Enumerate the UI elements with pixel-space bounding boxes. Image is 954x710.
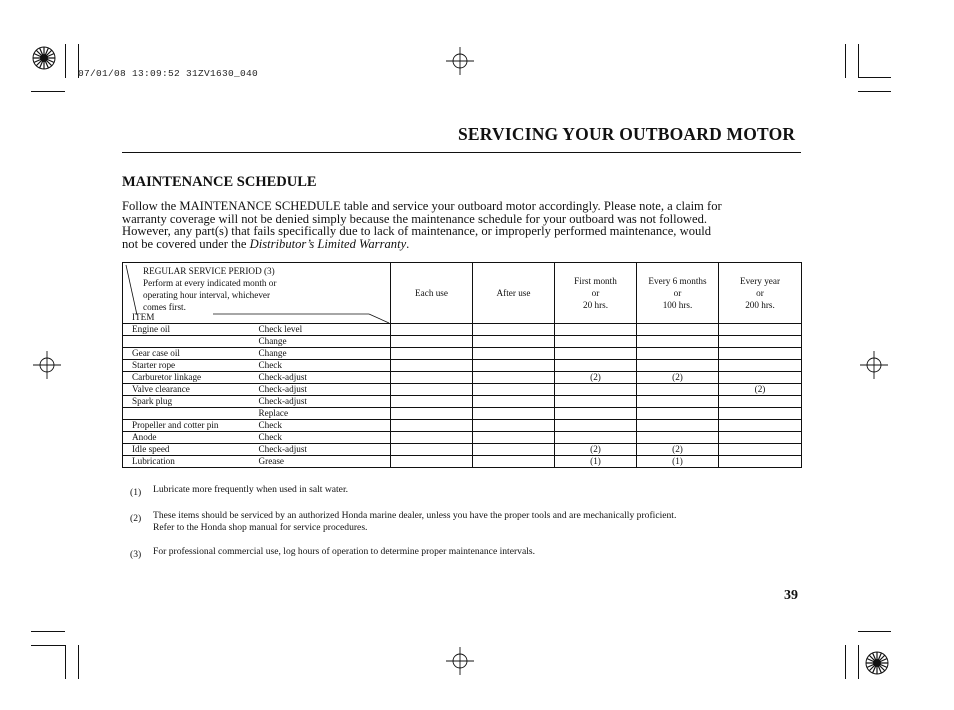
interval-cell — [473, 348, 555, 360]
interval-cell: (2) — [637, 444, 719, 456]
action-cell: Check-adjust — [257, 372, 391, 384]
interval-cell — [391, 324, 473, 336]
action-cell: Check-adjust — [257, 444, 391, 456]
table-row — [123, 432, 802, 444]
interval-cell — [719, 420, 802, 432]
table-row — [123, 456, 802, 468]
print-target-top-left-icon — [31, 45, 57, 71]
interval-cell — [719, 336, 802, 348]
interval-cell — [391, 336, 473, 348]
footnote-number: (1) — [130, 487, 142, 498]
footnote: (1) Lubricate more frequently when used in salt water. — [130, 484, 349, 498]
action-cell: Check-adjust — [257, 384, 391, 396]
action-cell: Replace — [257, 408, 391, 420]
action-cell: Check-adjust — [257, 396, 391, 408]
interval-cell — [391, 360, 473, 372]
interval-cell — [555, 396, 637, 408]
item-cell: Gear case oil — [123, 348, 257, 360]
item-label: ITEM — [132, 312, 155, 322]
interval-cell — [391, 432, 473, 444]
interval-cell: (1) — [637, 456, 719, 468]
header-rule — [122, 152, 801, 153]
item-cell — [123, 408, 257, 420]
interval-cell — [473, 444, 555, 456]
interval-cell — [391, 408, 473, 420]
warranty-title: Distributor’s Limited Warranty — [249, 236, 407, 251]
item-cell: Starter rope — [123, 360, 257, 372]
intro-line: warranty coverage will not be denied simply because the maintenance schedule for your outboard was not followed. — [122, 211, 708, 226]
interval-cell — [719, 396, 802, 408]
print-target-bottom-right-icon — [864, 650, 890, 676]
interval-cell: (2) — [719, 384, 802, 396]
action-cell: Check level — [257, 324, 391, 336]
table-row — [123, 360, 802, 372]
footnote-number: (2) — [130, 513, 142, 524]
registration-mark-bottom-icon — [446, 647, 474, 675]
interval-cell — [637, 432, 719, 444]
interval-cell — [555, 360, 637, 372]
interval-cell — [555, 408, 637, 420]
action-cell: Grease — [257, 456, 391, 468]
action-cell: Check — [257, 420, 391, 432]
table-row — [123, 324, 802, 336]
interval-cell: (2) — [637, 372, 719, 384]
intro-paragraph — [122, 200, 804, 250]
interval-cell — [391, 456, 473, 468]
interval-cell — [555, 420, 637, 432]
item-cell: Lubrication — [123, 456, 257, 468]
item-cell: Idle speed — [123, 444, 257, 456]
item-cell: Spark plug — [123, 396, 257, 408]
interval-cell — [719, 444, 802, 456]
interval-cell: (2) — [555, 372, 637, 384]
table-row — [123, 384, 802, 396]
item-cell: Anode — [123, 432, 257, 444]
interval-cell — [391, 348, 473, 360]
interval-cell — [473, 456, 555, 468]
interval-cell — [473, 384, 555, 396]
interval-cell — [637, 384, 719, 396]
interval-cell — [473, 360, 555, 372]
print-stamp: 07/01/08 13:09:52 31ZV1630_040 — [78, 68, 259, 79]
interval-cell — [637, 360, 719, 372]
page-header-title: SERVICING YOUR OUTBOARD MOTOR — [458, 124, 796, 144]
interval-cell — [391, 396, 473, 408]
interval-cell — [391, 384, 473, 396]
footnote-number: (3) — [130, 549, 142, 560]
interval-cell — [391, 444, 473, 456]
table-row — [123, 396, 802, 408]
interval-cell — [555, 336, 637, 348]
registration-mark-left-icon — [33, 351, 61, 379]
registration-mark-top-icon — [446, 47, 474, 75]
intro-line: However, any part(s) that fails specifically due to lack of maintenance, or improperly performed maintenance, would — [122, 224, 712, 239]
interval-cell — [391, 372, 473, 384]
interval-cell — [555, 384, 637, 396]
interval-cell — [473, 420, 555, 432]
table-row — [123, 408, 802, 420]
maintenance-schedule-table — [122, 262, 802, 468]
column-header: Every 6 months or 100 hrs. — [637, 263, 719, 324]
column-header: After use — [473, 263, 555, 324]
table-row — [123, 336, 802, 348]
service-period-header — [123, 263, 391, 324]
footnotes — [130, 484, 800, 570]
column-header: Each use — [391, 263, 473, 324]
table-row — [123, 372, 802, 384]
interval-cell — [473, 396, 555, 408]
table-row — [123, 348, 802, 360]
table-header-row — [123, 263, 802, 324]
interval-cell — [473, 336, 555, 348]
interval-cell — [555, 432, 637, 444]
interval-cell — [555, 324, 637, 336]
interval-cell — [719, 348, 802, 360]
item-cell: Propeller and cotter pin — [123, 420, 257, 432]
interval-cell — [719, 324, 802, 336]
service-period-text: REGULAR SERVICE PERIOD (3) Perform at every indicated month or operating hour interval, whichever comes first. — [143, 266, 277, 312]
intro-line: Follow the MAINTENANCE SCHEDULE table and service your outboard motor accordingly. Please note, a claim for — [122, 199, 722, 213]
action-cell: Change — [257, 348, 391, 360]
item-cell: Engine oil — [123, 324, 257, 336]
intro-line: not be covered under the Distributor’s Limited Warranty. — [122, 236, 410, 251]
interval-cell — [555, 348, 637, 360]
interval-cell — [637, 324, 719, 336]
interval-cell — [637, 396, 719, 408]
interval-cell — [473, 372, 555, 384]
interval-cell — [719, 360, 802, 372]
interval-cell — [719, 456, 802, 468]
interval-cell — [473, 432, 555, 444]
section-title: MAINTENANCE SCHEDULE — [122, 174, 317, 190]
action-cell: Check — [257, 360, 391, 372]
interval-cell: (2) — [555, 444, 637, 456]
interval-cell: (1) — [555, 456, 637, 468]
page-number: 39 — [784, 588, 798, 603]
action-cell: Check — [257, 432, 391, 444]
action-cell: Change — [257, 336, 391, 348]
interval-cell — [637, 420, 719, 432]
column-header: Every year or 200 hrs. — [719, 263, 802, 324]
interval-cell — [719, 372, 802, 384]
table-row — [123, 420, 802, 432]
interval-cell — [637, 336, 719, 348]
item-cell — [123, 336, 257, 348]
table-row — [123, 444, 802, 456]
interval-cell — [473, 324, 555, 336]
column-header: First month or 20 hrs. — [555, 263, 637, 324]
interval-cell — [719, 432, 802, 444]
interval-cell — [719, 408, 802, 420]
footnote: (2) These items should be serviced by an authorized Honda marine dealer, unless you have the proper tools and are mechanically proficient. Refer to the Honda shop manual for service procedures. — [130, 510, 677, 533]
interval-cell — [637, 408, 719, 420]
item-cell: Valve clearance — [123, 384, 257, 396]
footnote: (3) For professional commercial use, log hours of operation to determine proper maintenance intervals. — [130, 546, 536, 560]
interval-cell — [473, 408, 555, 420]
item-cell: Carburetor linkage — [123, 372, 257, 384]
interval-cell — [637, 348, 719, 360]
interval-cell — [391, 420, 473, 432]
registration-mark-right-icon — [860, 351, 888, 379]
